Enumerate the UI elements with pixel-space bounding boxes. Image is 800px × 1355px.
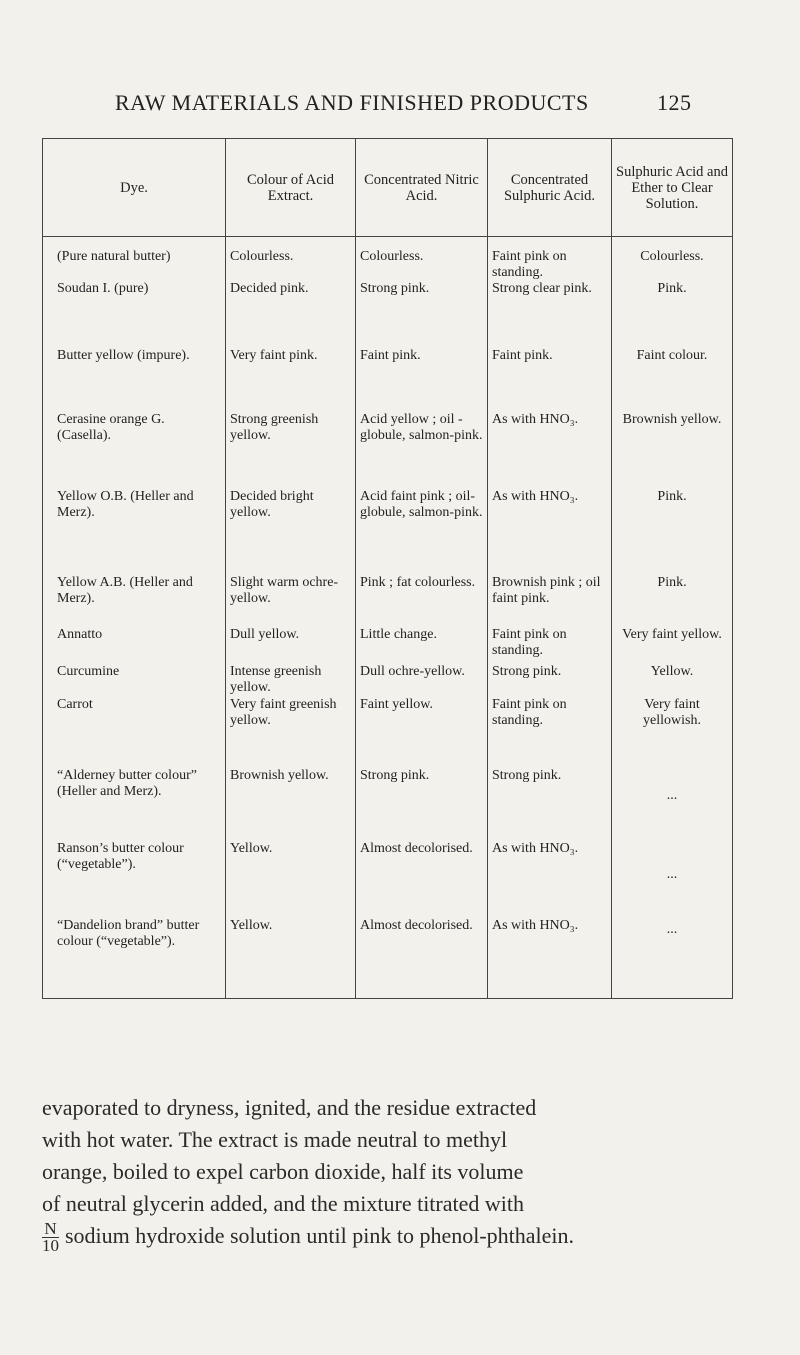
table-cell: Pink. <box>612 575 733 627</box>
table-row <box>43 348 733 412</box>
table-cell: ... <box>612 918 733 998</box>
table-cell: Strong pink. <box>488 768 612 841</box>
header-dye: Dye. <box>43 139 226 237</box>
table-cell: Little change. <box>356 627 488 664</box>
table-cell: Faint yellow. <box>356 697 488 768</box>
table-cell: Decided bright yellow. <box>226 489 356 575</box>
body-paragraph <box>42 1092 732 1254</box>
table-row <box>43 627 733 664</box>
table-cell: Faint pink on standing. <box>488 627 612 664</box>
table-cell: Very faint pink. <box>226 348 356 412</box>
table-cell: Strong pink. <box>356 281 488 348</box>
table-cell: Acid yellow ; oil - globule, salmon-pink. <box>356 412 488 489</box>
table-cell: (Pure natural butter) <box>43 237 226 282</box>
table-cell: As with HNO₃. <box>488 489 612 575</box>
page-number: 125 <box>657 90 692 115</box>
table-cell: Carrot <box>43 697 226 768</box>
header-nitric-acid: Concentrated Nitric Acid. <box>356 139 488 237</box>
body-line-with-fraction <box>42 1220 732 1254</box>
header-sulphuric-acid: Concentrated Sulphuric Acid. <box>488 139 612 237</box>
table-cell: Curcumine <box>43 664 226 697</box>
table-cell: Yellow O.B. (Heller and Merz). <box>43 489 226 575</box>
table-cell: Brownish pink ; oil faint pink. <box>488 575 612 627</box>
table-cell: Acid faint pink ; oil-globule, salmon-pink. <box>356 489 488 575</box>
table-cell: ... <box>612 768 733 841</box>
body-line: evaporated to dryness, ignited, and the residue extracted <box>42 1095 537 1120</box>
table-cell: As with HNO₃. <box>488 918 612 998</box>
table-cell: Pink. <box>612 281 733 348</box>
table-cell: Faint pink on standing. <box>488 697 612 768</box>
table-row <box>43 575 733 627</box>
table-cell: Faint pink. <box>488 348 612 412</box>
table-cell: Soudan I. (pure) <box>43 281 226 348</box>
header-sulphuric-ether: Sulphuric Acid and Ether to Clear Solution. <box>612 139 733 237</box>
table-cell: Colourless. <box>356 237 488 282</box>
table-cell: As with HNO₃. <box>488 412 612 489</box>
table-cell: Pink ; fat colourless. <box>356 575 488 627</box>
table-cell: ... <box>612 841 733 918</box>
table-cell: Brownish yellow. <box>612 412 733 489</box>
table-cell: Almost decolorised. <box>356 841 488 918</box>
table-cell: Yellow. <box>226 918 356 998</box>
table-row <box>43 918 733 998</box>
table-cell: Faint pink on standing. <box>488 237 612 282</box>
running-title: RAW MATERIALS AND FINISHED PRODUCTS <box>115 90 589 115</box>
table-cell: Colourless. <box>226 237 356 282</box>
table-cell: Almost decolorised. <box>356 918 488 998</box>
table-cell: Faint pink. <box>356 348 488 412</box>
dye-test-table <box>42 138 733 999</box>
body-line: sodium hydroxide solution until pink to phenol-phthalein. <box>65 1223 575 1248</box>
table-cell: Decided pink. <box>226 281 356 348</box>
table-cell: Yellow. <box>226 841 356 918</box>
table-cell: Yellow A.B. (Heller and Merz). <box>43 575 226 627</box>
table-row <box>43 489 733 575</box>
table-cell: Cerasine orange G. (Casella). <box>43 412 226 489</box>
table-row <box>43 237 733 282</box>
table-cell: Dull yellow. <box>226 627 356 664</box>
table-cell: Very faint greenish yellow. <box>226 697 356 768</box>
table-cell: Colourless. <box>612 237 733 282</box>
normality-fraction <box>42 1221 59 1254</box>
fraction-numerator: N <box>42 1221 59 1238</box>
table-cell: Butter yellow (impure). <box>43 348 226 412</box>
table-cell: Annatto <box>43 627 226 664</box>
table-row <box>43 697 733 768</box>
table-cell: Brownish yellow. <box>226 768 356 841</box>
table-cell: As with HNO₃. <box>488 841 612 918</box>
body-line: orange, boiled to expel carbon dioxide, half its volume <box>42 1159 524 1184</box>
table-cell: Intense greenish yellow. <box>226 664 356 697</box>
body-line: with hot water. The extract is made neutral to methyl <box>42 1127 508 1152</box>
body-line: of neutral glycerin added, and the mixture titrated with <box>42 1191 525 1216</box>
table-cell: Ranson’s butter colour (“vegetable”). <box>43 841 226 918</box>
table-cell: Dull ochre-yellow. <box>356 664 488 697</box>
table-row <box>43 768 733 841</box>
table-cell: Very faint yellowish. <box>612 697 733 768</box>
table-row <box>43 281 733 348</box>
table-cell: Very faint yellow. <box>612 627 733 664</box>
table-row <box>43 664 733 697</box>
table-cell: Strong pink. <box>356 768 488 841</box>
table-row <box>43 412 733 489</box>
header-acid-extract: Colour of Acid Extract. <box>226 139 356 237</box>
table-cell: Strong pink. <box>488 664 612 697</box>
table-row <box>43 841 733 918</box>
table-header-row <box>43 139 733 237</box>
table-cell: “Dandelion brand” butter colour (“vegetable”). <box>43 918 226 998</box>
table-cell: Slight warm ochre-yellow. <box>226 575 356 627</box>
table-cell: Strong clear pink. <box>488 281 612 348</box>
table-cell: “Alderney butter colour” (Heller and Merz). <box>43 768 226 841</box>
table-cell: Faint colour. <box>612 348 733 412</box>
table-cell: Yellow. <box>612 664 733 697</box>
fraction-denominator: 10 <box>42 1236 59 1256</box>
table-cell: Pink. <box>612 489 733 575</box>
table-cell: Strong greenish yellow. <box>226 412 356 489</box>
